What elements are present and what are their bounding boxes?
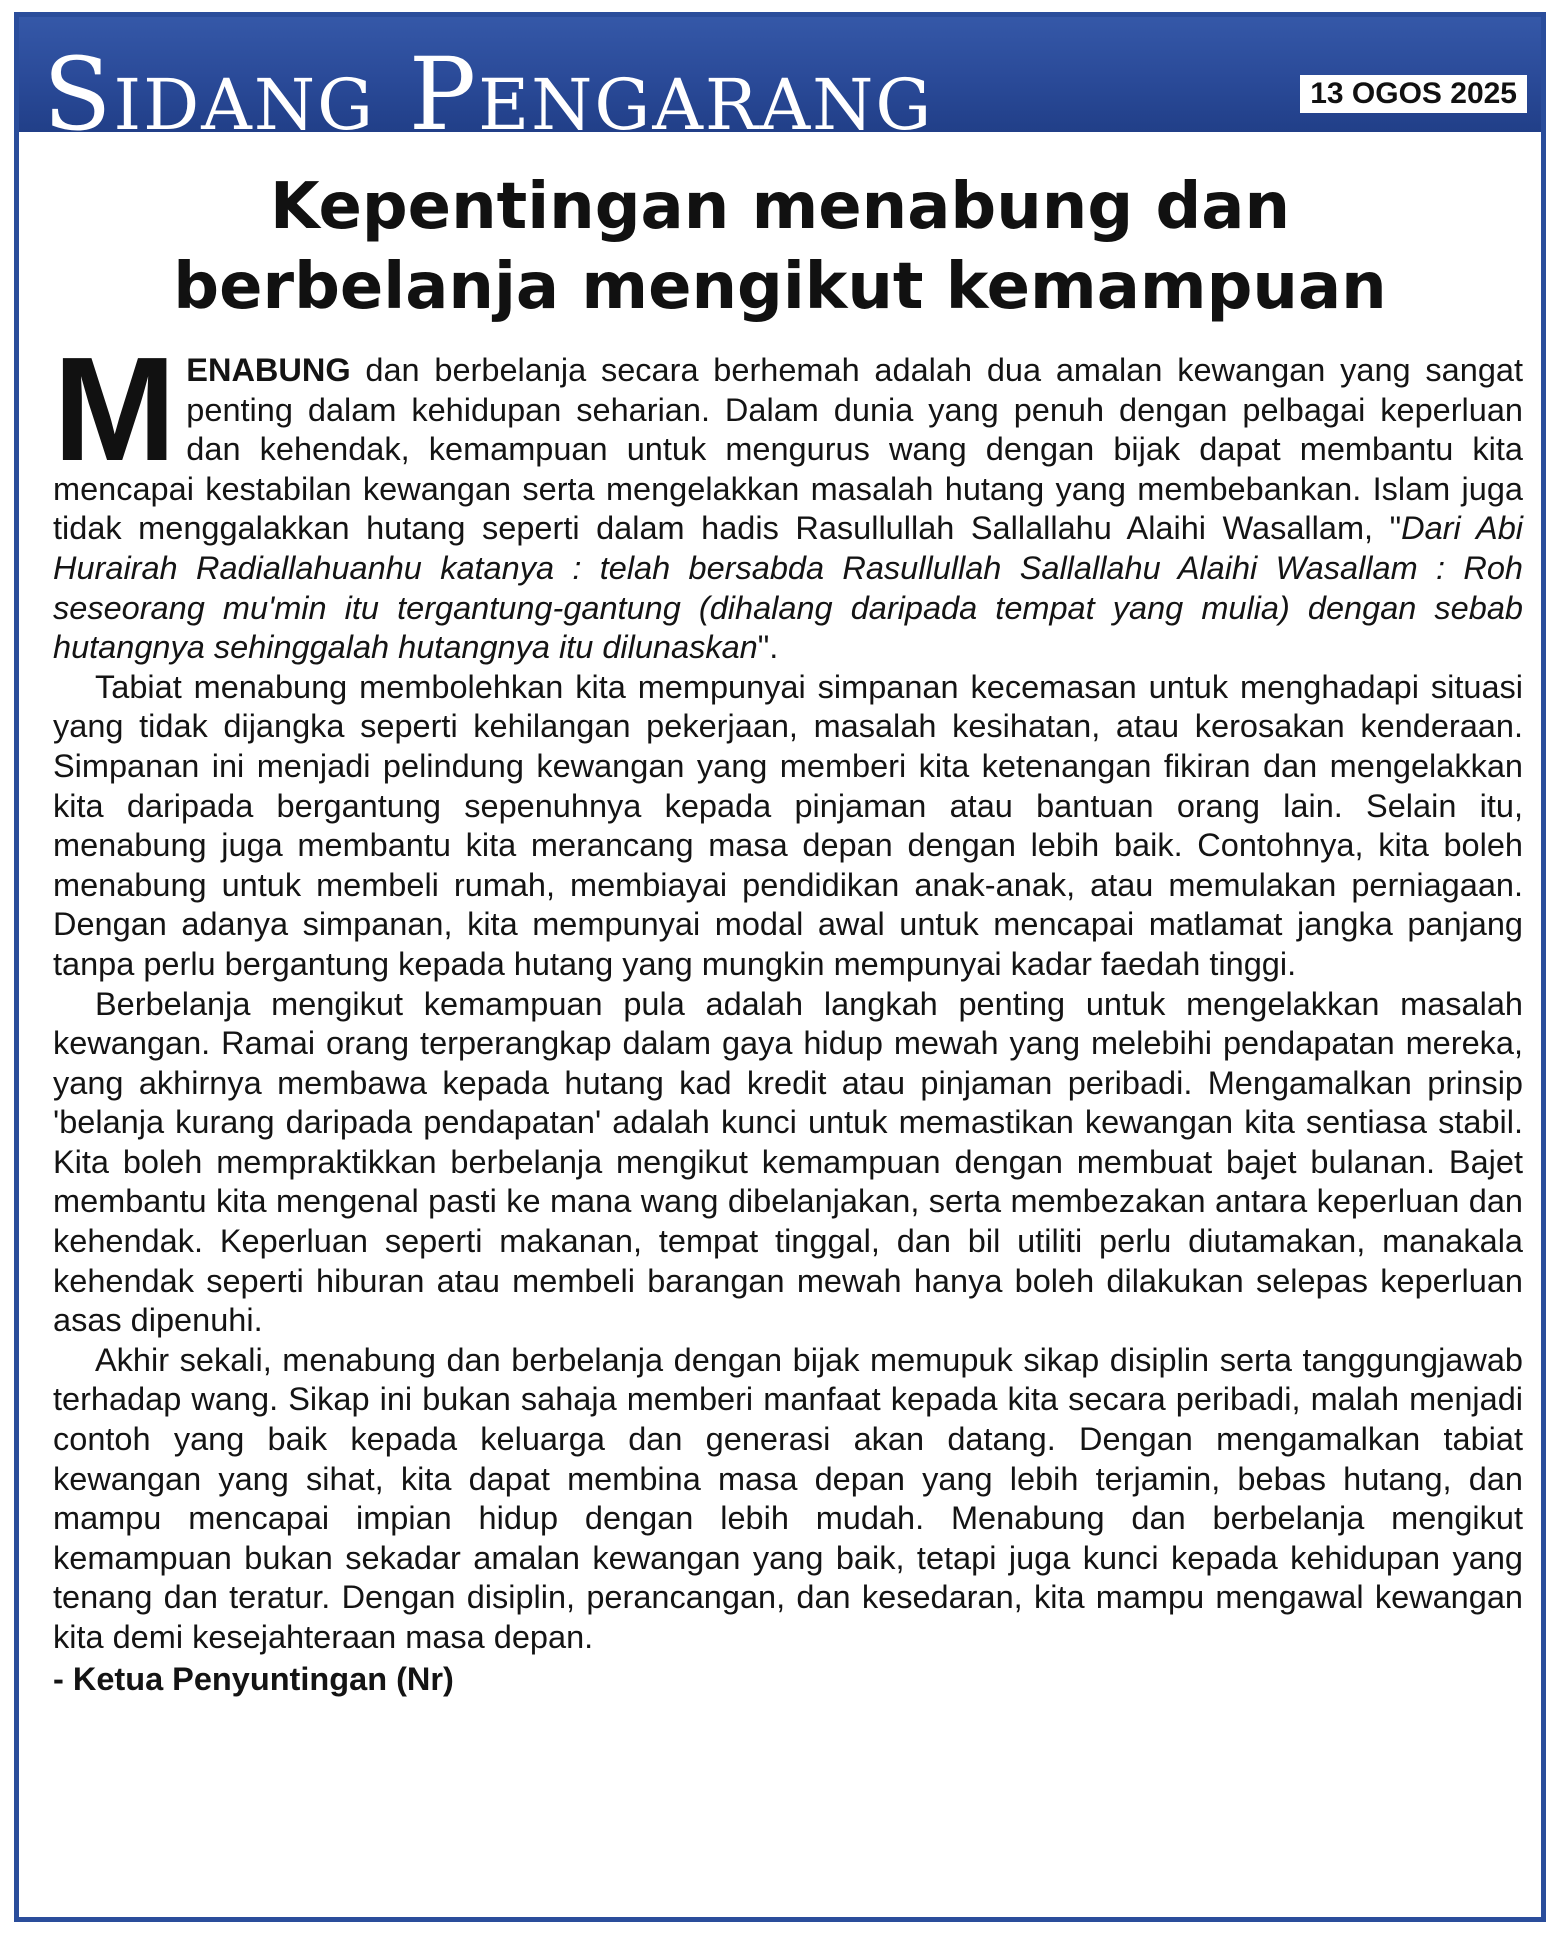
paragraph-1-intro: dan berbelanja secara berhemah adalah dua amalan kewangan yang sangat penting dalam kehidupan seharian. Dalam dunia yang penuh dengan pelbagai keperluan dan kehendak, kemampuan untuk mengurus wang dengan bijak dapat membantu kita mencapai kestabilan kewangan serta mengelakkan masalah hutang yang membebankan. Islam juga tidak menggalakkan hutang seperti dalam hadis Rasullullah Sallallahu Alaihi Wasallam, "	[53, 352, 1523, 547]
byline: - Ketua Penyuntingan (Nr)	[53, 1660, 454, 1697]
paragraph-1	[53, 327, 1523, 668]
headline-line-2: berbelanja mengikut kemampuan	[173, 250, 1387, 324]
masthead-banner	[19, 17, 1541, 132]
editorial-page	[14, 12, 1546, 1922]
drop-cap: M	[53, 327, 177, 492]
lead-word: ENABUNG	[186, 352, 351, 388]
article-headline	[19, 167, 1541, 327]
paragraph-2: Tabiat menabung membolehkan kita mempunyai simpanan kecemasan untuk menghadapi situasi yang tidak dijangka seperti kehilangan pekerjaan, masalah kesihatan, atau kerosakan kenderaan. Simpanan ini menjadi pelindung kewangan yang memberi kita ketenangan fikiran dan mengelakkan kita daripada bergantung sepenuhnya kepada pinjaman atau bantuan orang lain. Selain itu, menabung juga membantu kita merancang masa depan dengan lebih baik. Contohnya, kita boleh menabung untuk membeli rumah, membiayai pendidikan anak-anak, atau memulakan perniagaan. Dengan adanya simpanan, kita mempunyai modal awal untuk mencapai matlamat jangka panjang tanpa perlu bergantung kepada hutang yang mungkin mempunyai kadar faedah tinggi.	[53, 668, 1523, 982]
paragraph-1-end: ".	[757, 629, 779, 666]
hadith-quote: Dari Abi Hurairah Radiallahuanhu katanya : telah bersabda Rasullullah Sallallahu Alaihi Wasallam : Roh seseorang mu'min itu tergantung-gantung (dihalang daripada tempat yang mulia) dengan sebab hutangnya sehinggalah hutangnya itu dilunaskan	[53, 510, 1523, 666]
paragraph-4: Akhir sekali, menabung dan berbelanja dengan bijak memupuk sikap disiplin serta tanggungjawab terhadap wang. Sikap ini bukan sahaja memberi manfaat kepada kita secara peribadi, malah menjadi contoh yang baik kepada keluarga dan generasi akan datang. Dengan mengamalkan tabiat kewangan yang sihat, kita dapat membina masa depan yang lebih terjamin, bebas hutang, dan mampu mencapai impian hidup dengan lebih mudah. Menabung dan berbelanja mengikut kemampuan bukan sekadar amalan kewangan yang baik, tetapi juga kunci kepada kehidupan yang tenang dan teratur. Dengan disiplin, perancangan, dan kesedaran, kita mampu mengawal kewangan kita demi kesejahteraan masa depan.	[53, 1341, 1523, 1655]
article-body	[53, 327, 1523, 1700]
publication-date: 13 OGOS 2025	[1300, 75, 1527, 113]
masthead-title: Sidang Pengarang	[43, 36, 934, 132]
headline-line-1: Kepentingan menabung dan	[269, 170, 1291, 244]
paragraph-3: Berbelanja mengikut kemampuan pula adalah langkah penting untuk mengelakkan masalah kewangan. Ramai orang terperangkap dalam gaya hidup mewah yang melebihi pendapatan mereka, yang akhirnya membawa kepada hutang kad kredit atau pinjaman peribadi. Mengamalkan prinsip 'belanja kurang daripada pendapatan' adalah kunci untuk memastikan kewangan kita sentiasa stabil. Kita boleh mempraktikkan berbelanja mengikut kemampuan dengan membuat bajet bulanan. Bajet membantu kita mengenal pasti ke mana wang dibelanjakan, serta membezakan antara keperluan dan kehendak. Keperluan seperti makanan, tempat tinggal, dan bil utiliti perlu diutamakan, manakala kehendak seperti hiburan atau membeli barangan mewah hanya boleh dilakukan selepas keperluan asas dipenuhi.	[53, 985, 1523, 1339]
